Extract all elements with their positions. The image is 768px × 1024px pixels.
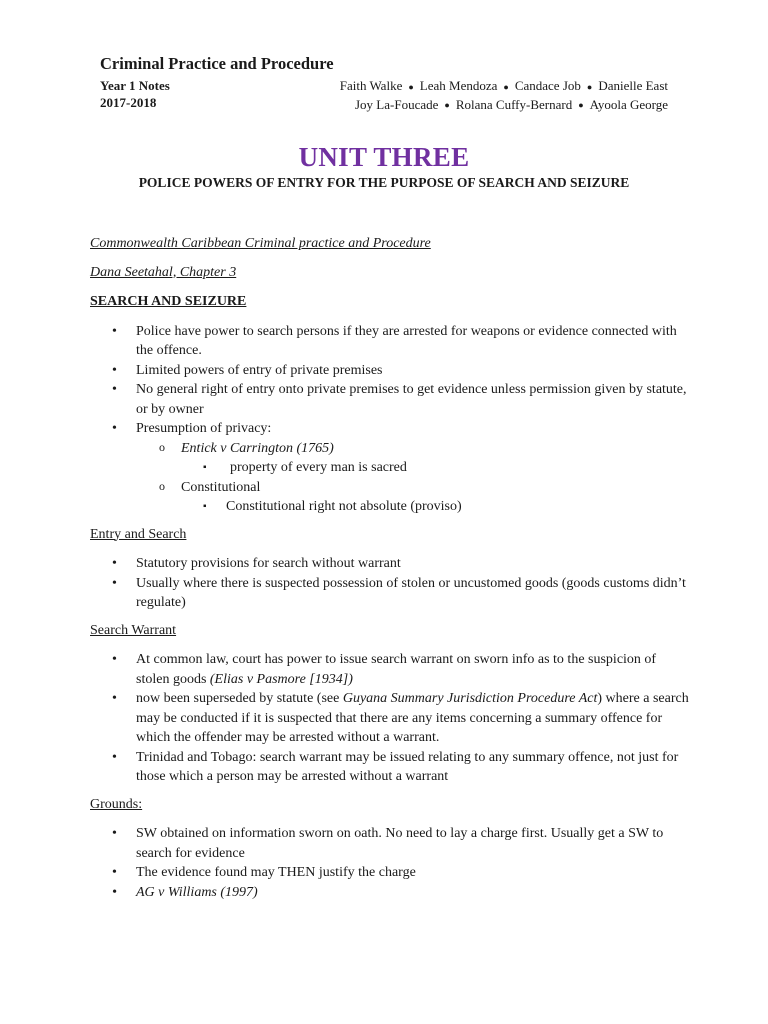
section-heading-grounds: Grounds:	[90, 796, 143, 812]
bullet-list	[90, 650, 690, 787]
author-list	[300, 77, 668, 114]
sub-list-item-text: Constitutional	[181, 479, 261, 495]
case-citation: Entick v Carrington (1765)	[181, 440, 334, 456]
list-item-text: ) where a search may be conducted if it is suspected that there are any items concerning a summary offence for which the offender may be arrested without a warrant.	[136, 691, 689, 745]
academic-year: 2017-2018	[100, 95, 157, 110]
author: Leah Mendoza	[419, 78, 498, 93]
separator: ●	[586, 81, 593, 92]
list-item	[90, 419, 690, 517]
header-left	[100, 77, 170, 111]
statute-citation: Guyana Summary Jurisdiction Procedure Act	[342, 691, 598, 706]
bullet-list	[90, 554, 690, 613]
case-citation: (Elias v Pasmore [1934])	[209, 671, 353, 687]
separator: ●	[578, 100, 584, 111]
list-item-text: now been superseded by statute (see	[136, 691, 343, 706]
section-heading-entry-search: Entry and Search	[90, 526, 187, 542]
sub-sub-list-item: ▪ Constitutional right not absolute (proviso)	[181, 497, 690, 517]
author: Danielle East	[598, 78, 668, 93]
sub-sub-list	[181, 458, 690, 478]
list-item: • The evidence found may THEN justify the charge	[90, 863, 690, 883]
sub-list-item	[136, 478, 690, 517]
list-item: • Police have power to search persons if they are arrested for weapons or evidence connected with the offence.	[90, 322, 690, 361]
list-item: • Trinidad and Tobago: search warrant may be issued relating to any summary offence, not just for those which a person may be arrested without a warrant	[90, 748, 690, 787]
author: Rolana Cuffy-Bernard	[455, 96, 573, 112]
authors-line-1	[300, 77, 668, 96]
list-item	[90, 650, 690, 689]
section-heading-search-seizure: SEARCH AND SEIZURE	[90, 294, 247, 309]
author: Joy La-Foucade	[355, 96, 439, 112]
sub-sub-list	[181, 497, 690, 517]
list-item: • Statutory provisions for search without warrant	[90, 554, 690, 574]
bullet-list	[90, 824, 690, 902]
separator: ●	[503, 81, 509, 92]
author: Ayoola George	[589, 96, 668, 112]
author: Faith Walke	[339, 78, 403, 93]
document-body	[90, 234, 690, 902]
sub-sub-list-item: ▪ property of every man is sacred	[181, 458, 690, 478]
sub-list-item	[136, 439, 690, 478]
author: Candace Job	[514, 78, 581, 93]
unit-title: UNIT THREE	[298, 142, 470, 172]
list-item: • AG v Williams (1997)	[90, 883, 690, 903]
bullet-list	[90, 322, 690, 517]
list-item	[90, 689, 690, 748]
source-chapter: Dana Seetahal, Chapter 3	[90, 264, 237, 280]
unit-subtitle: POLICE POWERS OF ENTRY FOR THE PURPOSE OF SEARCH AND SEIZURE	[138, 175, 630, 190]
separator: ●	[408, 81, 414, 92]
course-title: Criminal Practice and Procedure	[100, 54, 334, 73]
list-item-text: At common law, court has power to issue search warrant on sworn info as to the suspicion of stolen goods	[136, 652, 657, 687]
list-item: • Usually where there is suspected possession of stolen or uncustomed goods (goods customs didn’t regulate)	[90, 574, 690, 613]
list-item: • Limited powers of entry of private premises	[90, 361, 690, 381]
authors-line-2	[300, 96, 668, 115]
section-heading-search-warrant: Search Warrant	[90, 622, 177, 638]
source-book: Commonwealth Caribbean Criminal practice and Procedure	[90, 236, 431, 251]
sub-list	[136, 439, 690, 517]
separator: ●	[444, 100, 450, 111]
list-item-text: Presumption of privacy:	[136, 421, 272, 436]
year-label: Year 1 Notes	[100, 78, 170, 93]
list-item: • No general right of entry onto private premises to get evidence unless permission given by statute, or by owner	[90, 380, 690, 419]
list-item: • SW obtained on information sworn on oath. No need to lay a charge first. Usually get a SW to search for evidence	[90, 824, 690, 863]
